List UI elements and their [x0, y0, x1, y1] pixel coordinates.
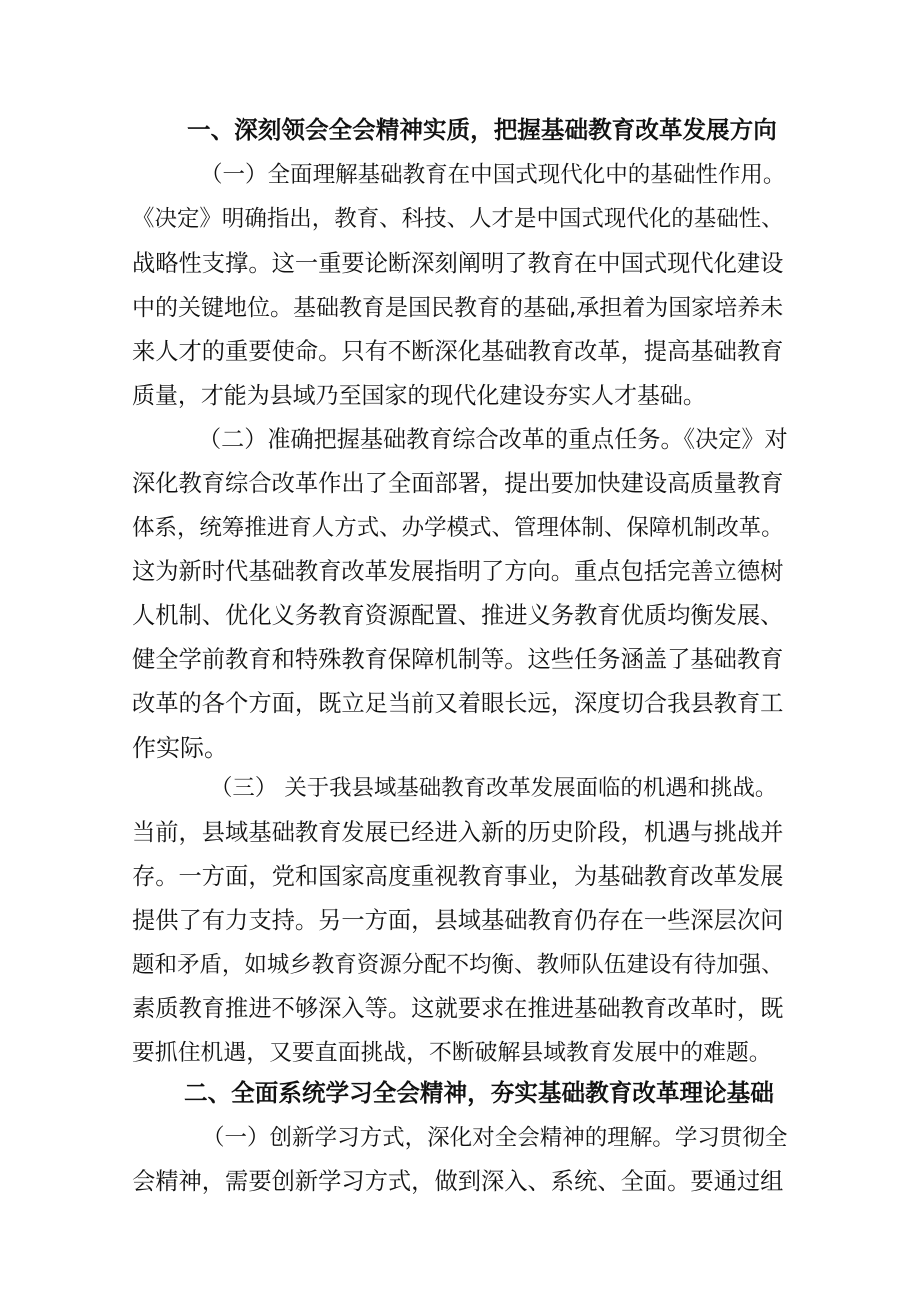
paragraph-line: 提供了有力支持。另一方面，县域基础教育仍存在一些深层次问 [132, 907, 784, 934]
paragraph-line: 《决定》明确指出，教育、科技、人才是中国式现代化的基础性、 [132, 206, 784, 232]
paragraph-line: 体系，统筹推进育人方式、办学模式、管理体制、保障机制改革。 [132, 515, 784, 541]
paragraph-line: 质量，才能为县域乃至国家的现代化建设夯实人才基础。 [132, 383, 706, 409]
paragraph-line: 中的关键地位。基础教育是国民教育的基础,承担着为国家培养未 [132, 295, 784, 321]
paragraph-line: 健全学前教育和特殊教育保障机制等。这些任务涵盖了基础教育 [132, 646, 784, 673]
paragraph-line: 要抓住机遇，又要直面挑战，不断破解县域教育发展中的难题。 [132, 1040, 772, 1066]
paragraph-line: 战略性支撑。这一重要论断深刻阐明了教育在中国式现代化建设 [132, 250, 784, 277]
paragraph-line: 存。一方面，党和国家高度重视教育事业，为基础教育改革发展 [132, 863, 784, 890]
section-heading-2: 二、全面系统学习全会精神，夯实基础教育改革理论基础 [184, 1079, 774, 1107]
paragraph-line: （一）创新学习方式，深化对全会精神的理解。学习贯彻全 [202, 1125, 788, 1151]
paragraph-line: 这为新时代基础教育改革发展指明了方向。重点包括完善立德树 [132, 558, 784, 585]
paragraph-line: 当前，县域基础教育发展已经进入新的历史阶段，机遇与挑战并 [132, 819, 784, 846]
paragraph-line: 改革的各个方面，既立足当前又着眼长远，深度切合我县教育工 [132, 690, 784, 717]
paragraph-line: 深化教育综合改革作出了全面部署，提出要加快建设高质量教育 [132, 470, 784, 497]
paragraph-line: （二）准确把握基础教育综合改革的重点任务。《决定》对 [198, 427, 788, 453]
section-heading-1: 一、深刻领会全会精神实质，把握基础教育改革发展方向 [187, 116, 777, 144]
paragraph-line: 素质教育推进不够深入等。这就要求在推进基础教育改革时，既 [132, 995, 784, 1022]
paragraph-line: 题和矛盾，如城乡教育资源分配不均衡、教师队伍建设有待加强、 [132, 952, 784, 978]
paragraph-line: 作实际。 [132, 734, 228, 762]
paragraph-line: （一）全面理解基础教育在中国式现代化中的基础性作用。 [200, 162, 786, 188]
paragraph-line: （三） 关于我县域基础教育改革发展面临的机遇和挑战。 [210, 775, 778, 801]
paragraph-line: 来人才的重要使命。只有不断深化基础教育改革，提高基础教育 [132, 338, 784, 365]
paragraph-line: 人机制、优化义务教育资源配置、推进义务教育优质均衡发展、 [132, 602, 784, 629]
paragraph-line: 会精神，需要创新学习方式，做到深入、系统、全面。要通过组 [132, 1168, 784, 1195]
